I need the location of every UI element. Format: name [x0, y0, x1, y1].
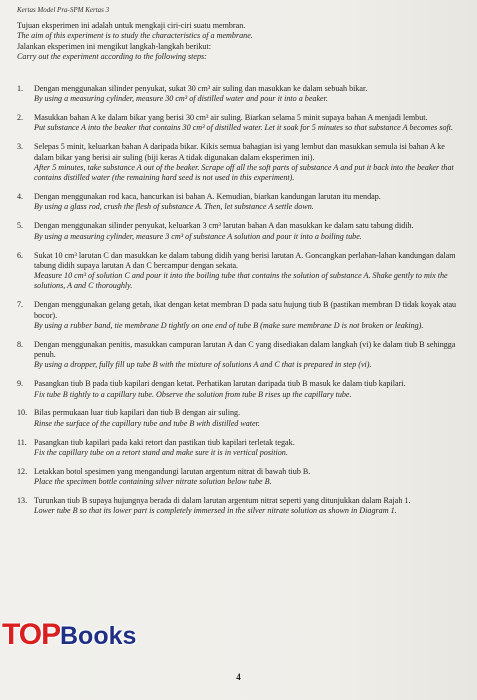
step-item: [17, 467, 457, 488]
step-malay: Dengan menggunakan silinder penyukat, keluarkan 3 cm³ larutan bahan A dan masukkan ke dalam satu tabung didih.: [34, 221, 414, 231]
step-number: 2.: [17, 113, 24, 123]
step-item: [17, 113, 457, 134]
step-english: Rinse the surface of the capillary tube and tube B with distilled water.: [34, 418, 260, 428]
step-malay: Pasangkan tiub kapilari pada kaki retort dan pastikan tiub kapilari terletak tegak.: [34, 437, 295, 447]
step-english: Put substance A into the beaker that contains 30 cm³ of distilled water. Let it soak for 5 minutes so that substance A becomes soft.: [34, 123, 454, 133]
step-english: By using a rubber band, tie membrane D tightly on one end of tube B (make sure membrane D is not broken or leaking).: [34, 320, 424, 330]
step-malay: Masukkan bahan A ke dalam bikar yang berisi 30 cm³ air suling. Biarkan selama 5 minit supaya bahan A menjadi lembut.: [34, 113, 428, 123]
step-english: After 5 minutes, take substance A out of the beaker. Scrape off all the soft parts of substance A and put it back into the beaker that contains distilled water (the remaining hard seed is not used in this experiment).: [34, 162, 454, 183]
intro-line: Tujuan eksperimen ini adalah untuk mengkaji ciri-ciri suatu membran.: [17, 21, 246, 30]
intro-block: [17, 21, 457, 62]
step-item: [17, 221, 457, 242]
step-number: 9.: [17, 379, 24, 389]
step-english: Measure 10 cm³ of solution C and pour it into the boiling tube that contains the solution of substance A. Shake gently to mix the solutions, A and C thoroughly.: [34, 271, 448, 291]
step-english: By using a measuring cylinder, measure 30 cm³ of distilled water and pour it into a beaker.: [34, 94, 328, 104]
step-english: By using a measuring cylinder, measure 3 cm³ of substance A solution and pour it into a boiling tube.: [34, 231, 362, 241]
step-english: By using a glass rod, crush the flesh of substance A. Then, let substance A settle down.: [34, 202, 314, 212]
step-number: 13.: [17, 496, 28, 506]
step-number: 11.: [17, 437, 27, 447]
step-malay: Dengan menggunakan silinder penyukat, sukat 30 cm³ air suling dan masukkan ke dalam sebuah bikar.: [34, 84, 368, 93]
page-header: Kertas Model Pra-SPM Kertas 3: [17, 6, 110, 14]
step-english: Place the specimen bottle containing silver nitrate solution below tube B.: [34, 477, 272, 487]
step-item: [17, 84, 457, 105]
step-number: 4.: [17, 192, 24, 202]
intro-line: Jalankan eksperimen ini mengikut langkah-langkah berikut:: [17, 41, 211, 51]
step-item: [17, 300, 457, 331]
step-item: [17, 251, 457, 292]
logo-top-text: TOP: [2, 618, 61, 651]
step-malay: Selepas 5 minit, keluarkan bahan A daripada bikar. Kikis semua bahagian isi yang lembut dan masukkan semula isi bahan A ke dalam bikar yang berisi air suling (biji keras A tidak digunakan dalam eksperimen ini).: [34, 142, 445, 162]
step-malay: Sukat 10 cm³ larutan C dan masukkan ke dalam tabung didih yang berisi larutan A. Goncangkan perlahan-lahan kandungan dalam tabung didih supaya larutan A dan C bercampur dengan sekata.: [34, 250, 456, 270]
steps-list: [17, 84, 457, 525]
intro-line: The aim of this experiment is to study the characteristics of a membrane.: [17, 31, 253, 41]
step-english: By using a dropper, fully fill up tube B with the mixture of solutions A and C that is prepared in step (vi).: [34, 360, 372, 370]
step-item: [17, 142, 457, 183]
step-malay: Dengan menggunakan rod kaca, hancurkan isi bahan A. Kemudian, biarkan kandungan larutan itu mendap.: [34, 192, 381, 202]
topbooks-watermark-logo: [2, 612, 137, 672]
step-number: 10.: [17, 408, 28, 418]
step-malay: Letakkan botol spesimen yang mengandungi larutan argentum nitrat di bawah tiub B.: [34, 466, 311, 476]
step-number: 1.: [17, 84, 24, 93]
step-malay: Dengan menggunakan gelang getah, ikat dengan ketat membran D pada satu hujung tiub B (pastikan membran D tidak koyak atau bocor).: [34, 300, 457, 320]
step-malay: Pasangkan tiub B pada tiub kapilari dengan ketat. Perhatikan larutan daripada tiub B masuk ke dalam tiub kapilari.: [34, 379, 406, 389]
step-item: [17, 340, 457, 371]
step-malay: Dengan menggunakan penitis, masukkan campuran larutan A dan C yang disediakan dalam langkah (vi) ke dalam tiub B sehingga penuh.: [34, 339, 456, 360]
step-number: 6.: [17, 250, 24, 260]
step-english: Lower tube B so that its lower part is completely immersed in the silver nitrate solution as shown in Diagram 1.: [34, 506, 397, 516]
step-number: 7.: [17, 300, 24, 310]
step-item: [17, 379, 457, 400]
step-malay: Bilas permukaan luar tiub kapilari dan tiub B dengan air suling.: [34, 408, 241, 418]
step-number: 3.: [17, 142, 24, 152]
step-item: [17, 408, 457, 429]
step-number: 8.: [17, 339, 24, 349]
step-number: 12.: [17, 466, 28, 476]
step-item: [17, 438, 457, 459]
logo-books-text: Books: [60, 622, 137, 650]
step-english: Fix the capillary tube on a retort stand and make sure it is in vertical position.: [34, 447, 288, 457]
step-item: [17, 192, 457, 213]
page-number: 4: [236, 672, 241, 682]
step-english: Fix tube B tightly to a capillary tube. Observe the solution from tube B rises up the capillary tube.: [34, 389, 352, 399]
step-malay: Turunkan tiub B supaya hujungnya berada di dalam larutan argentum nitrat seperti yang ditunjukkan dalam Rajah 1.: [34, 496, 411, 506]
intro-line: Carry out the experiment according to the following steps:: [17, 51, 207, 61]
step-item: [17, 496, 457, 517]
step-number: 5.: [17, 221, 24, 231]
